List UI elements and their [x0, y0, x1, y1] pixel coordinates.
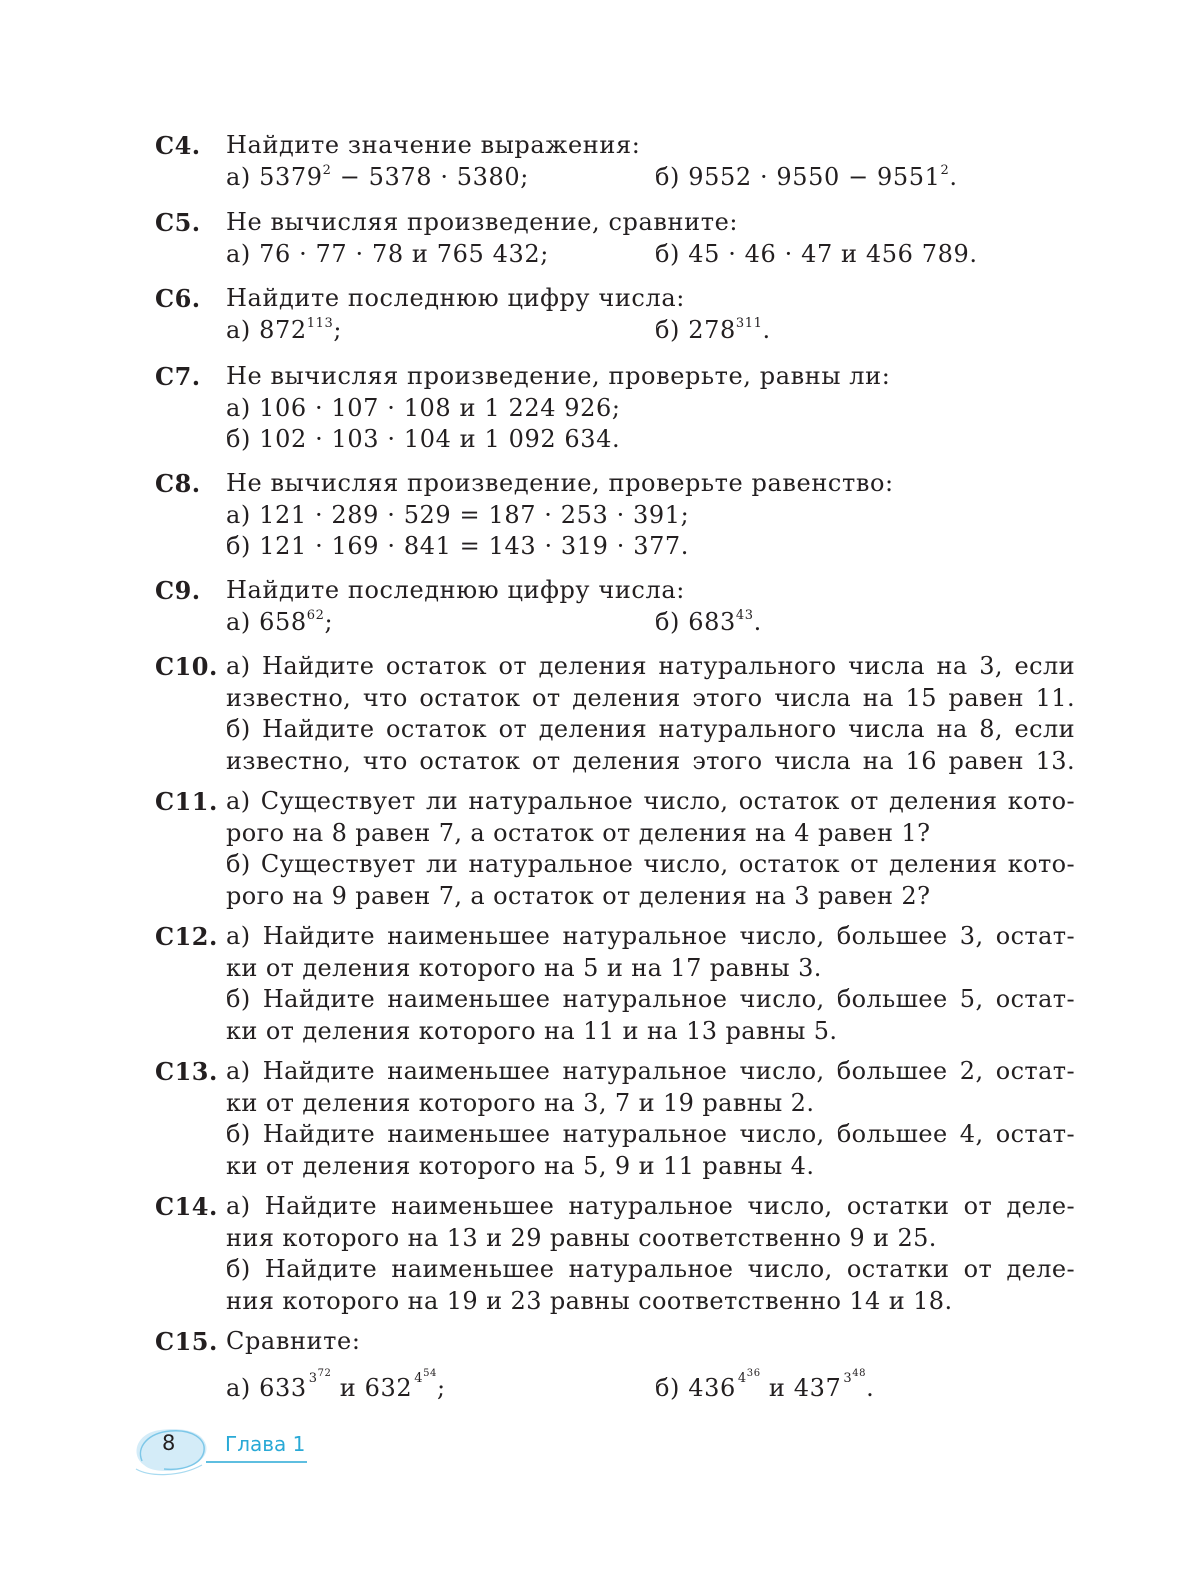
- task-number: C7.: [155, 362, 201, 391]
- page-footer: [130, 1425, 390, 1485]
- subtask-b: б) 45 · 46 · 47 и 456 789.: [655, 239, 978, 268]
- task-c4: [155, 130, 1075, 193]
- task-c13: [155, 1056, 1075, 1182]
- task-number: C13.: [155, 1057, 218, 1086]
- subtask-b: б) $9552 \cdot 9550 - 9551^2$.: [655, 162, 958, 191]
- task-line: а) Найдите наименьшее натуральное число, большее 3, остат-: [226, 922, 1075, 950]
- task-line: ки от деления которого на 11 и на 13 равны 5.: [226, 1016, 838, 1045]
- task-stem: Сравните:: [226, 1327, 361, 1355]
- task-number: C14.: [155, 1192, 218, 1221]
- task-line: ния которого на 13 и 29 равны соответственно 9 и 25.: [226, 1223, 937, 1252]
- task-line: ния которого на 19 и 23 равны соответственно 14 и 18.: [226, 1286, 953, 1315]
- task-number: C15.: [155, 1327, 218, 1356]
- task-line: рого на 8 равен 7, а остаток от деления на 4 равен 1?: [226, 818, 931, 847]
- task-c10: [155, 651, 1075, 777]
- task-c8: [155, 468, 1075, 563]
- task-c14: [155, 1191, 1075, 1317]
- task-number: C10.: [155, 652, 218, 681]
- task-c6: [155, 283, 1075, 346]
- subtask-a: а) $5379^2 - 5378 \cdot 5380$;: [226, 162, 529, 191]
- task-stem: Не вычисляя произведение, проверьте, равны ли:: [226, 362, 891, 390]
- subtask-b: б) 102 · 103 · 104 и 1 092 634.: [226, 425, 621, 453]
- subtask-a: а) $658^{62}$;: [226, 607, 334, 636]
- task-number: C8.: [155, 469, 201, 498]
- page-number: 8: [162, 1431, 176, 1455]
- task-line: ки от деления которого на 3, 7 и 19 равны 2.: [226, 1088, 815, 1117]
- task-line: рого на 9 равен 7, а остаток от деления на 3 равен 2?: [226, 881, 931, 910]
- subtask-a: а) 633 $^{372}$ и 632 $^{454}$;: [226, 1367, 446, 1402]
- task-c7: [155, 361, 1075, 456]
- task-line: б) Найдите наименьшее натуральное число, остатки от деле-: [226, 1255, 1075, 1283]
- task-c15: [155, 1326, 1075, 1409]
- task-line: а) Найдите остаток от деления натурального числа на 3, если: [226, 652, 1075, 680]
- subtask-b: б) $278^{311}$.: [655, 315, 771, 344]
- subtask-a: а) $872^{113}$;: [226, 315, 343, 344]
- task-stem: Не вычисляя произведение, сравните:: [226, 208, 739, 236]
- task-stem: Найдите последнюю цифру числа:: [226, 284, 685, 312]
- task-stem: Не вычисляя произведение, проверьте равенство:: [226, 469, 894, 497]
- task-line: б) Найдите наименьшее натуральное число, большее 5, остат-: [226, 985, 1075, 1013]
- task-line: известно, что остаток от деления этого числа на 15 равен 11.: [226, 683, 1075, 712]
- subtask-a: а) 106 · 107 · 108 и 1 224 926;: [226, 393, 621, 422]
- subtask-b: б) 121 · 169 · 841 = 143 · 319 · 377.: [226, 532, 690, 560]
- task-number: C12.: [155, 922, 218, 951]
- task-number: C9.: [155, 576, 201, 605]
- task-line: ки от деления которого на 5 и на 17 равны 3.: [226, 953, 822, 982]
- chapter-label: Глава 1: [225, 1432, 306, 1456]
- task-c9: [155, 575, 1075, 638]
- task-c11: [155, 786, 1075, 912]
- task-line: известно, что остаток от деления этого числа на 16 равен 13.: [226, 746, 1075, 775]
- task-line: а) Найдите наименьшее натуральное число, остатки от деле-: [226, 1192, 1075, 1220]
- task-line: а) Существует ли натуральное число, остаток от деления кото-: [226, 787, 1075, 815]
- subtask-a: а) 76 · 77 · 78 и 765 432;: [226, 239, 549, 268]
- subtask-b: б) 436 $^{436}$ и 437 $^{348}$.: [655, 1367, 875, 1402]
- task-line: б) Найдите наименьшее натуральное число, большее 4, остат-: [226, 1120, 1075, 1148]
- task-c12: [155, 921, 1075, 1047]
- task-stem: Найдите значение выражения:: [226, 131, 641, 159]
- task-number: C4.: [155, 131, 201, 160]
- subtask-a: а) 121 · 289 · 529 = 187 · 253 · 391;: [226, 500, 690, 529]
- subtask-b: б) $683^{43}$.: [655, 607, 762, 636]
- task-line: а) Найдите наименьшее натуральное число, большее 2, остат-: [226, 1057, 1075, 1085]
- task-line: б) Найдите остаток от деления натурального числа на 8, если: [226, 715, 1075, 743]
- task-line: ки от деления которого на 5, 9 и 11 равны 4.: [226, 1151, 815, 1180]
- task-line: б) Существует ли натуральное число, остаток от деления кото-: [226, 850, 1075, 878]
- task-number: C11.: [155, 787, 218, 816]
- task-c5: [155, 207, 1075, 270]
- task-number: C5.: [155, 208, 201, 237]
- task-stem: Найдите последнюю цифру числа:: [226, 576, 685, 604]
- task-number: C6.: [155, 284, 201, 313]
